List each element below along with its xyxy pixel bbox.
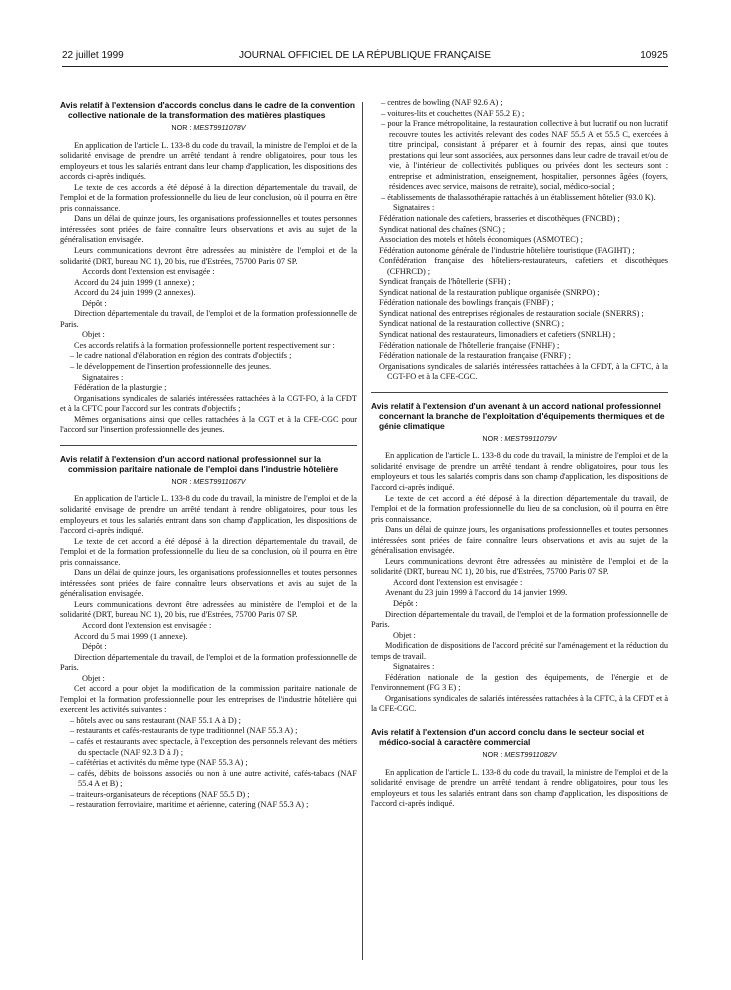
section-heading: Dépôt : bbox=[82, 298, 107, 308]
paragraph: Dans un délai de quinze jours, les organisations professionnelles et toutes personnes intéressées sont priées de faire connaître leurs observations et avis au sujet de la généralisation envisagée. bbox=[60, 568, 357, 599]
nor-label: NOR : bbox=[171, 123, 192, 132]
signatory: Syndicat national des chaînes (SNC) ; bbox=[379, 224, 506, 234]
list-item: – restauration ferroviaire, maritime et aérienne, catering (NAF 55.3 A) ; bbox=[70, 800, 309, 810]
nor-label: NOR : bbox=[482, 749, 503, 759]
left-column bbox=[60, 100, 357, 811]
signatory: Organisations syndicales de salariés intéressées rattachées à la CFDT, à la CFTC, à la CGT-FO et à la CFE-CGC. bbox=[379, 361, 668, 382]
accord-item: Accord du 24 juin 1999 (2 annexes). bbox=[74, 288, 196, 298]
list-item: – le développement de l'insertion professionnelle des jeunes. bbox=[70, 362, 272, 372]
article-medico-social bbox=[371, 727, 668, 810]
section-heading: Accord dont l'extension est envisagée : bbox=[393, 577, 523, 587]
paragraph: En application de l'article L. 133-8 du code du travail, la ministre de l'emploi et de la solidarité envisage de prendre un arrêté tendant à rendre obligatoires, pour tous les employeurs et tous les salariés compris dans son champ d'application, les dispositions de l'accord ci-après indiqué. bbox=[371, 451, 668, 492]
signatory: Syndicat national de la restauration collective (SNRC) ; bbox=[379, 319, 565, 329]
signatory: Syndicat national de la restauration publique organisée (SNRPO) ; bbox=[379, 287, 600, 297]
signatory: Syndicat national des restaurateurs, limonadiers et cafetiers (SNRLH) ; bbox=[379, 330, 616, 340]
nor-reference bbox=[60, 477, 357, 488]
signatory: Association des motels et hôtels économiques (ASMOTEC) ; bbox=[379, 235, 583, 245]
signatory: Fédération nationale des cafetiers, brasseries et discothèques (FNCBD) ; bbox=[379, 214, 620, 224]
section-heading: Signataires : bbox=[393, 662, 435, 672]
nor-code: MEST9911078V bbox=[193, 123, 246, 132]
signatory: Organisations syndicales de salariés intéressées rattachées à la CFTC, à la CFDT et à la CFE-CGC. bbox=[371, 693, 668, 714]
depot-text: Direction départementale du travail, de l'emploi et de la formation professionnelle de Paris. bbox=[60, 652, 357, 673]
objet-text: Ces accords relatifs à la formation professionnelle portent respectivement sur : bbox=[74, 340, 335, 350]
signatory: Fédération nationale de la restauration française (FNRF) ; bbox=[379, 351, 571, 361]
paragraph: En application de l'article L. 133-8 du code du travail, la ministre de l'emploi et de la solidarité envisage de prendre un arrêté tendant à rendre obligatoires, pour tous les employeurs et tous les salariés entrant dans leur champ d'application, les dispositions des accords ci-après indiqués. bbox=[60, 140, 357, 182]
list-item: – établissements de thalassothérapie rattachés à un établissement hôtelier (93.0 K). bbox=[381, 192, 656, 202]
list-item: – cafés, débits de boissons associés ou non à une autre activité, cafés-tabacs (NAF 55.4 A et B) ; bbox=[70, 768, 358, 789]
paragraph: En application de l'article L. 133-8 du code du travail, la ministre de l'emploi et de la solidarité envisage de prendre un arrêté tendant à rendre obligatoires, pour tous les employeurs et tous les salariés entrant dans son champ d'application, les dispositions de l'accord ci-après indiqué. bbox=[371, 767, 668, 809]
signatory: Organisations syndicales de salariés intéressées rattachées à la CGT-FO, à la CFDT et à la CFTC pour l'accord sur les contrats d'objectifs ; bbox=[60, 393, 357, 414]
section-heading: Signataires : bbox=[82, 372, 124, 382]
section-heading: Accords dont l'extension est envisagée : bbox=[82, 267, 215, 277]
article-title: Avis relatif à l'extension d'accords conclus dans le cadre de la convention collective nationale de la transformation des matières plastiques bbox=[60, 100, 356, 120]
list-item: – cafés et restaurants avec spectacle, à l'exception des personnels relevant des métiers du spectacle (NAF 92.3 D à J) ; bbox=[70, 736, 357, 757]
depot-text: Direction départementale du travail, de l'emploi et de la formation professionnelle de Paris. bbox=[60, 309, 357, 329]
list-item: – le cadre national d'élaboration en région des contrats d'objectifs ; bbox=[70, 351, 292, 361]
right-column bbox=[371, 98, 668, 810]
objet-text: Modification de dispositions de l'accord précité sur l'aménagement et la réduction du temps de travail. bbox=[371, 641, 668, 661]
nor-code: MEST9911079V bbox=[504, 433, 557, 443]
paragraph: Le texte de cet accord a été déposé à la direction départementale du travail, de l'emploi et de la formation professionnelle du lieu de sa conclusion, où il pourra en être pris connaissance. bbox=[371, 493, 668, 524]
header-journal-title: JOURNAL OFFICIEL DE LA RÉPUBLIQUE FRANÇAISE bbox=[238, 50, 492, 61]
signatory: Syndicat français de l'hôtellerie (SFH) ; bbox=[379, 277, 511, 287]
list-item: – voitures-lits et couchettes (NAF 55.2 E) ; bbox=[381, 108, 525, 118]
accord-item: Avenant du 23 juin 1999 à l'accord du 14 janvier 1999. bbox=[385, 588, 568, 598]
paragraph: Le texte de ces accords a été déposé à la direction départementale du travail, de l'emploi et de la formation professionnelle du lieu de leur conclusion, où il pourra en être pris connaissance. bbox=[60, 182, 357, 213]
accord-item: Accord du 24 juin 1999 (1 annexe) ; bbox=[74, 277, 195, 287]
signatory: Fédération nationale de la gestion des équipements, de l'énergie et de l'environnement (FG 3 E) ; bbox=[371, 672, 668, 693]
header-date: 22 juillet 1999 bbox=[62, 50, 124, 61]
signatory: Fédération nationale des bowlings français (FNBF) ; bbox=[379, 298, 554, 308]
header-rule bbox=[62, 66, 668, 67]
list-item: – traiteurs-organisateurs de réceptions (NAF 55.5 D) ; bbox=[70, 789, 250, 799]
paragraph: Dans un délai de quinze jours, les organisations professionnelles et toutes personnes intéressées sont priées de faire connaître leurs observations et avis au sujet de la généralisation envisagée. bbox=[60, 214, 357, 245]
nor-reference bbox=[60, 123, 357, 134]
article-plasturgie bbox=[60, 100, 357, 436]
signatory: Fédération de la plasturgie ; bbox=[74, 383, 167, 393]
list-item: – centres de bowling (NAF 92.6 A) ; bbox=[381, 98, 503, 107]
column-divider bbox=[362, 102, 363, 960]
section-heading: Signataires : bbox=[393, 203, 435, 213]
article-separator bbox=[371, 392, 668, 393]
article-separator bbox=[60, 445, 357, 446]
signatory: Confédération française des hôteliers-restaurateurs, cafetiers et discothèques (CFHRCD) ; bbox=[379, 256, 668, 276]
section-heading: Accord dont l'extension est envisagée : bbox=[82, 620, 212, 630]
section-heading: Objet : bbox=[393, 630, 416, 640]
article-title: Avis relatif à l'extension d'un accord conclu dans le secteur social et médico-social à caractère commercial bbox=[371, 726, 645, 747]
article-title: Avis relatif à l'extension d'un avenant à un accord national professionnel concernant la branche de l'exploitation d'équipements thermiques et de génie climatique bbox=[371, 400, 665, 431]
paragraph: Le texte de cet accord a été déposé à la direction départementale du travail, de l'emploi et de la formation professionnelle du lieu de sa conclusion, où il pourra en être pris connaissance. bbox=[60, 536, 357, 567]
paragraph: Dans un délai de quinze jours, les organisations professionnelles et toutes personnes intéressées sont priées de faire connaître leurs observations et avis au sujet de la généralisation envisagée. bbox=[371, 525, 668, 556]
depot-text: Direction départementale du travail, de l'emploi et de la formation professionnelle de Paris. bbox=[371, 609, 668, 630]
article-hotellerie bbox=[60, 454, 357, 811]
article-title: Avis relatif à l'extension d'un accord national professionnel sur la commission paritaire nationale de l'emploi dans l'industrie hôtelière bbox=[60, 453, 339, 474]
signatory: Syndicat national des entreprises régionales de restauration sociale (SNERRS) ; bbox=[379, 308, 644, 318]
section-heading: Objet : bbox=[82, 330, 105, 340]
nor-reference bbox=[371, 750, 668, 761]
accord-item: Accord du 5 mai 1999 (1 annexe). bbox=[74, 631, 188, 641]
section-heading: Dépôt : bbox=[82, 642, 107, 652]
section-heading: Objet : bbox=[82, 673, 105, 683]
list-item: – pour la France métropolitaine, la restauration collective à but lucratif ou non lucratif recouvre toutes les activités relevant des codes NAF 55.5 A et 55.5 C, exercées à titre principal, consistant à préparer et à fournir des repas, ainsi que toutes prestations qui leur sont associées, aux personnes dans leur cadre de travail et/ou de vie, à l'intérieur de collectivités publiques ou privées dont les secteurs sont : entreprise et administration, enseignement, hospitalier, personnes âgées (foyers, résidences avec service, maisons de retraite), social, médico-social ; bbox=[381, 119, 668, 192]
signatory: Fédération nationale de l'hôtellerie française (FNHF) ; bbox=[379, 340, 560, 350]
nor-code: MEST9911082V bbox=[504, 749, 557, 759]
article-hotellerie-continued bbox=[371, 98, 668, 383]
list-item: – restaurants et cafés-restaurants de type traditionnel (NAF 55.3 A) ; bbox=[70, 726, 298, 736]
list-item: – cafétérias et activités du même type (NAF 55.3 A) ; bbox=[70, 758, 248, 768]
nor-label: NOR : bbox=[171, 476, 192, 486]
signatory: Mêmes organisations ainsi que celles rattachées à la CGT et à la CFE-CGC pour l'accord sur l'insertion professionnelle des jeunes. bbox=[60, 414, 357, 435]
paragraph: Leurs communications devront être adressées au ministère de l'emploi et de la solidarité (DRT, bureau NC 1), 20 bis, rue d'Estrées, 75700 Paris 07 SP. bbox=[371, 556, 668, 577]
running-header bbox=[62, 50, 668, 64]
paragraph: Leurs communications devront être adressées au ministère de l'emploi et de la solidarité (DRT, bureau NC 1), 20 bis, rue d'Estrées, 75700 Paris 07 SP. bbox=[60, 599, 357, 620]
nor-reference bbox=[371, 434, 668, 445]
section-heading: Dépôt : bbox=[393, 598, 418, 608]
paragraph: Leurs communications devront être adressées au ministère de l'emploi et de la solidarité (DRT, bureau NC 1), 20 bis, rue d'Estrées, 75700 Paris 07 SP. bbox=[60, 246, 357, 266]
list-item: – hôtels avec ou sans restaurant (NAF 55.1 A à D) ; bbox=[70, 715, 241, 725]
header-page-number: 10925 bbox=[640, 50, 668, 61]
paragraph: En application de l'article L. 133-8 du code du travail, la ministre de l'emploi et de la solidarité envisage de prendre un arrêté tendant à rendre obligatoires, pour tous les employeurs et tous les salariés entrant dans son champ d'application, les dispositions de l'accord ci-après indiqué. bbox=[60, 494, 357, 536]
objet-text: Cet accord a pour objet la modification de la commission paritaire nationale de l'emploi et la formation professionnelle pour les entreprises de l'industrie hôtelière qui exercent les activités suivantes : bbox=[60, 684, 357, 715]
nor-label: NOR : bbox=[482, 433, 503, 443]
article-genie-climatique bbox=[371, 401, 668, 715]
nor-code: MEST9911067V bbox=[193, 476, 246, 486]
signatory: Fédération autonome générale de l'industrie hôtelière touristique (FAGIHT) ; bbox=[379, 245, 635, 255]
